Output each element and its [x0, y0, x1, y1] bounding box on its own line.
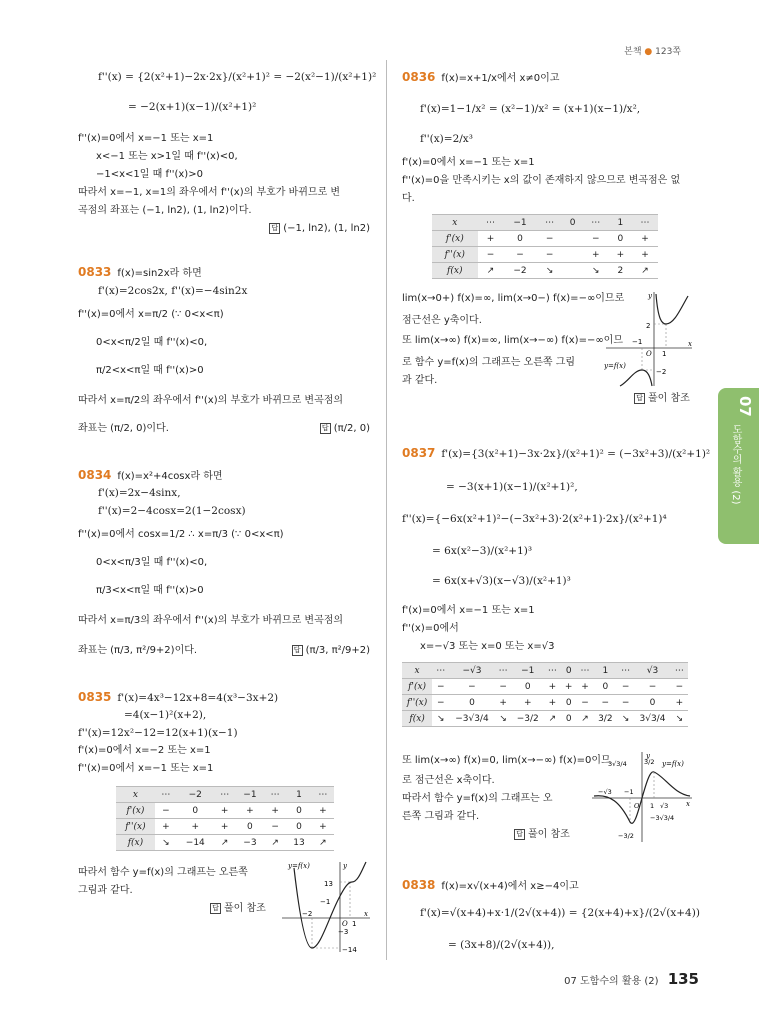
- table-cell: 0: [286, 819, 312, 835]
- table-cell: 0: [594, 679, 617, 695]
- table-cell: 3√3/4: [634, 711, 671, 727]
- table-row: [116, 835, 334, 851]
- table-cell: −3/2: [512, 711, 544, 727]
- footer-chapter: 07 도함수의 활용 (2): [564, 976, 659, 987]
- eq-line: f''(x)=2/x³: [420, 133, 473, 145]
- eq-line: f'(x)=2cos2x, f''(x)=−4sin2x: [98, 285, 248, 297]
- eq-line: = −3(x+1)(x−1)/(x²+1)²,: [446, 481, 578, 493]
- eq-line: = 6x(x²−3)/(x²+1)³: [432, 545, 533, 557]
- problem-0835: [78, 690, 278, 705]
- table-row: [432, 215, 658, 231]
- chapter-side-tab: [718, 388, 759, 544]
- text-line: 따라서 함수 y=f(x)의 그래프는 오른쪽: [78, 867, 248, 878]
- table-cell: ⋯: [632, 215, 658, 231]
- table-cell: +: [214, 803, 236, 819]
- table-cell: +: [512, 695, 544, 711]
- table-cell: +: [264, 803, 286, 819]
- answer-line: [320, 422, 370, 436]
- table-cell: 1: [286, 787, 312, 803]
- table-row: [402, 679, 688, 695]
- problem-0833: [78, 265, 202, 281]
- graph-label: 2: [646, 322, 651, 330]
- graph-label: y=f(x): [604, 362, 626, 370]
- table-cell: −: [537, 231, 563, 247]
- graph-label: x: [364, 910, 368, 918]
- table-cell: −: [432, 679, 449, 695]
- answer-box-icon: 답: [320, 423, 331, 434]
- table-cell: f(x): [116, 835, 155, 851]
- text-line: f'(x)=0에서 x=−2 또는 x=1: [78, 745, 211, 756]
- table-row: [402, 663, 688, 679]
- graph-label: y: [646, 752, 650, 760]
- table-cell: 0: [609, 231, 632, 247]
- problem-number: 0836: [402, 70, 436, 84]
- table-cell: ⋯: [478, 215, 504, 231]
- table-cell: 0: [561, 695, 577, 711]
- text-line: 로 점근선은 x축이다.: [402, 775, 495, 786]
- table-row: [116, 803, 334, 819]
- graph-label: −1: [624, 788, 634, 796]
- text-line: f'(x)=0에서 x=−1 또는 x=1: [402, 605, 535, 616]
- chapter-label: 도함수의 활용 (2): [730, 424, 741, 505]
- table-cell: −: [432, 695, 449, 711]
- table-cell: +: [478, 231, 504, 247]
- table-cell: +: [671, 695, 688, 711]
- table-cell: −: [583, 231, 609, 247]
- table-row: [432, 263, 658, 279]
- table-cell: ⋯: [155, 787, 177, 803]
- text-line: f(x)=x+1/x에서 x≠0이고: [441, 73, 560, 84]
- table-cell: ↘: [583, 263, 609, 279]
- table-cell: [563, 231, 583, 247]
- table-cell: ⋯: [264, 787, 286, 803]
- text-line: f''(x)=0에서 cosx=1/2 ∴ x=π/3 (∵ 0<x<π): [78, 529, 284, 540]
- table-cell: ↘: [537, 263, 563, 279]
- text-line: 곡점의 좌표는 (−1, ln2), (1, ln2)이다.: [78, 205, 252, 216]
- eq-line: f''(x)=2−4cosx=2(1−2cosx): [98, 505, 246, 517]
- table-cell: ↗: [214, 835, 236, 851]
- table-cell: f(x): [402, 711, 432, 727]
- text-line: 또 lim(x→∞) f(x)=∞, lim(x→−∞) f(x)=−∞이므: [402, 335, 623, 346]
- table-cell: ⋯: [576, 663, 593, 679]
- problem-0838: [402, 878, 579, 894]
- table-cell: +: [236, 803, 264, 819]
- column-divider: [386, 60, 387, 960]
- text-line: f(x)=x√(x+4)에서 x≥−4이고: [441, 881, 579, 892]
- table-cell: 0: [561, 663, 577, 679]
- text-line: −1<x<1일 때 f''(x)>0: [96, 169, 203, 180]
- problem-0837: [402, 446, 710, 461]
- text-line: 0<x<π/3일 때 f''(x)<0,: [96, 557, 208, 568]
- graph-label: O: [342, 920, 348, 928]
- table-row: [432, 231, 658, 247]
- text-line: 과 같다.: [402, 375, 438, 386]
- table-cell: −: [449, 679, 494, 695]
- table-cell: −: [264, 819, 286, 835]
- graph-label: 1: [662, 350, 667, 358]
- graph-label: −1: [632, 338, 643, 346]
- text-line: f''(x)=0을 만족시키는 x의 값이 존재하지 않으므로 변곡점은 없: [402, 175, 681, 186]
- table-cell: f(x): [432, 263, 478, 279]
- eq-line: = −2(x+1)(x−1)/(x²+1)²: [128, 101, 257, 113]
- text-line: 따라서 x=π/2의 좌우에서 f''(x)의 부호가 바뀌므로 변곡점의: [78, 395, 344, 406]
- table-cell: 1: [609, 215, 632, 231]
- table-cell: f'(x): [402, 679, 432, 695]
- graph-label: −14: [342, 946, 357, 954]
- text-line: 0<x<π/2일 때 f''(x)<0,: [96, 337, 208, 348]
- text-line: x<−1 또는 x>1일 때 f''(x)<0,: [96, 151, 238, 162]
- table-cell: −: [537, 247, 563, 263]
- table-cell: +: [177, 819, 214, 835]
- sign-table-0837: [402, 662, 688, 727]
- page-number: 135: [667, 970, 699, 988]
- graph-label: O: [646, 350, 652, 358]
- table-cell: x: [116, 787, 155, 803]
- text-line: f''(x)=0에서: [402, 623, 459, 634]
- answer-box-icon: 답: [269, 223, 280, 234]
- graph-label: O: [634, 802, 640, 810]
- graph-label: 1: [352, 920, 357, 928]
- problem-number: 0838: [402, 878, 436, 892]
- table-cell: −: [576, 695, 593, 711]
- problem-number: 0834: [78, 468, 112, 482]
- graph-label: −3: [338, 928, 349, 936]
- eq-line: f''(x) = {2(x²+1)−2x·2x}/(x²+1)² = −2(x²−1)/(x²+1)²: [98, 71, 377, 83]
- table-row: [116, 787, 334, 803]
- graph-label: −1: [320, 898, 331, 906]
- table-cell: [563, 263, 583, 279]
- table-cell: ↗: [544, 711, 561, 727]
- table-cell: +: [495, 695, 512, 711]
- answer-text: 풀이 참조: [224, 903, 266, 914]
- table-cell: 0: [177, 803, 214, 819]
- table-cell: ⋯: [544, 663, 561, 679]
- answer-box-icon: 답: [210, 903, 221, 914]
- table-cell: 0: [449, 695, 494, 711]
- text-line: f(x)=x²+4cosx라 하면: [117, 471, 223, 482]
- table-cell: 3/2: [594, 711, 617, 727]
- table-cell: +: [155, 819, 177, 835]
- table-cell: 0: [563, 215, 583, 231]
- table-cell: 2: [609, 263, 632, 279]
- answer-text: (−1, ln2), (1, ln2): [283, 223, 370, 234]
- answer-line: [292, 644, 370, 658]
- table-cell: −: [617, 695, 634, 711]
- table-cell: ⋯: [617, 663, 634, 679]
- graph-label: 3√3/4: [608, 760, 627, 768]
- problem-number: 0833: [78, 265, 112, 279]
- graph-label: y: [343, 862, 347, 870]
- header-dot-icon: ●: [644, 47, 653, 57]
- problem-number: 0835: [78, 690, 112, 704]
- table-cell: f''(x): [116, 819, 155, 835]
- text-line: π/2<x<π일 때 f''(x)>0: [96, 365, 204, 376]
- table-cell: ⋯: [583, 215, 609, 231]
- chapter-number: 07: [736, 396, 754, 417]
- table-cell: −: [495, 679, 512, 695]
- answer-text: (π/2, 0): [333, 423, 370, 434]
- table-cell: −√3: [449, 663, 494, 679]
- sign-table-0836: [432, 214, 658, 279]
- text-line: 그림과 같다.: [78, 885, 133, 896]
- eq-line: f'(x)=2x−4sinx,: [98, 487, 181, 499]
- table-cell: ↘: [155, 835, 177, 851]
- table-cell: 0: [634, 695, 671, 711]
- table-cell: √3: [634, 663, 671, 679]
- table-cell: ↗: [576, 711, 593, 727]
- graph-label: 1: [650, 802, 655, 810]
- table-cell: 0: [512, 679, 544, 695]
- table-cell: −3√3/4: [449, 711, 494, 727]
- table-cell: +: [632, 231, 658, 247]
- table-cell: −14: [177, 835, 214, 851]
- table-cell: 0: [236, 819, 264, 835]
- table-cell: 0: [503, 231, 536, 247]
- table-cell: [563, 247, 583, 263]
- answer-line: [634, 392, 690, 406]
- eq-line: = (3x+8)/(2√(x+4)),: [448, 939, 555, 951]
- text-line: f(x)=sin2x라 하면: [117, 268, 202, 279]
- table-cell: ⋯: [312, 787, 334, 803]
- table-cell: +: [312, 803, 334, 819]
- table-cell: +: [544, 679, 561, 695]
- text-line: 좌표는 (π/3, π²/9+2)이다.: [78, 645, 198, 656]
- graph-0836: [604, 290, 694, 388]
- table-cell: −1: [503, 215, 536, 231]
- table-cell: −3: [236, 835, 264, 851]
- graph-label: x: [686, 800, 690, 808]
- answer-line: [269, 222, 370, 236]
- graph-label: x: [688, 340, 692, 348]
- text-line: lim(x→0+) f(x)=∞, lim(x→0−) f(x)=−∞이므로: [402, 293, 625, 304]
- problem-0836: [402, 70, 559, 86]
- text-line: 따라서 x=π/3의 좌우에서 f''(x)의 부호가 바뀌므로 변곡점의: [78, 615, 344, 626]
- table-cell: ↗: [478, 263, 504, 279]
- table-cell: ↘: [617, 711, 634, 727]
- table-cell: ↗: [632, 263, 658, 279]
- sign-table-0835: [116, 786, 334, 851]
- table-cell: ↘: [671, 711, 688, 727]
- eq-line: f'(x)=1−1/x² = (x²−1)/x² = (x+1)(x−1)/x²,: [420, 103, 641, 115]
- table-cell: −2: [177, 787, 214, 803]
- eq-line: f'(x)=√(x+4)+x·1/(2√(x+4)) = {2(x+4)+x}/(2√(x+4)): [420, 907, 700, 919]
- answer-box-icon: 답: [514, 829, 525, 840]
- table-cell: f''(x): [432, 247, 478, 263]
- table-cell: +: [544, 695, 561, 711]
- table-cell: x: [432, 215, 478, 231]
- table-cell: ⋯: [495, 663, 512, 679]
- graph-0837: [590, 750, 694, 846]
- table-cell: ↗: [264, 835, 286, 851]
- eq-line: f'(x)={3(x²+1)−3x·2x}/(x²+1)² = (−3x²+3)/(x²+1)²: [441, 448, 711, 460]
- problem-0834: [78, 468, 223, 484]
- table-cell: −: [478, 247, 504, 263]
- table-cell: 0: [286, 803, 312, 819]
- table-cell: f'(x): [432, 231, 478, 247]
- text-line: 좌표는 (π/2, 0)이다.: [78, 423, 169, 434]
- text-line: 다.: [402, 193, 415, 204]
- eq-line: f''(x)=12x²−12=12(x+1)(x−1): [78, 727, 238, 739]
- graph-label: y=f(x): [288, 862, 310, 870]
- page-footer: [564, 970, 699, 988]
- table-cell: +: [632, 247, 658, 263]
- table-cell: ↘: [432, 711, 449, 727]
- answer-text: 풀이 참조: [528, 829, 570, 840]
- text-line: x=−√3 또는 x=0 또는 x=√3: [420, 641, 555, 652]
- graph-label: −3√3/4: [650, 814, 675, 822]
- graph-label: y: [648, 292, 652, 300]
- table-cell: −: [617, 679, 634, 695]
- table-cell: 0: [561, 711, 577, 727]
- table-row: [402, 711, 688, 727]
- answer-box-icon: 답: [634, 393, 645, 404]
- table-cell: −: [155, 803, 177, 819]
- table-cell: −1: [512, 663, 544, 679]
- eq-line: = 6x(x+√3)(x−√3)/(x²+1)³: [432, 575, 571, 587]
- table-cell: +: [609, 247, 632, 263]
- table-cell: f''(x): [402, 695, 432, 711]
- header-page-ref: 123쪽: [655, 47, 681, 57]
- text-line: 로 함수 y=f(x)의 그래프는 오른쪽 그림: [402, 357, 576, 368]
- graph-0835: [280, 860, 372, 956]
- table-cell: ⋯: [671, 663, 688, 679]
- table-cell: +: [561, 679, 577, 695]
- table-cell: −: [594, 695, 617, 711]
- graph-label: 13: [324, 880, 333, 888]
- table-cell: ⋯: [432, 663, 449, 679]
- table-cell: −2: [503, 263, 536, 279]
- answer-text: (π/3, π²/9+2): [305, 645, 370, 656]
- eq-line: f'(x)=4x³−12x+8=4(x³−3x+2): [117, 692, 279, 704]
- table-cell: ↗: [312, 835, 334, 851]
- graph-label: 3/2: [644, 758, 655, 766]
- answer-box-icon: 답: [292, 645, 303, 656]
- text-line: f''(x)=0에서 x=π/2 (∵ 0<x<π): [78, 309, 224, 320]
- text-line: 따라서 x=−1, x=1의 좌우에서 f''(x)의 부호가 바뀌므로 변: [78, 187, 341, 198]
- table-row: [116, 819, 334, 835]
- table-cell: x: [402, 663, 432, 679]
- graph-label: −2: [656, 368, 667, 376]
- header-book: 본책: [624, 47, 642, 57]
- graph-label: −2: [302, 910, 313, 918]
- answer-text: 풀이 참조: [648, 393, 690, 404]
- answer-line: [514, 828, 570, 842]
- table-cell: ↘: [495, 711, 512, 727]
- table-row: [402, 695, 688, 711]
- text-line: f''(x)=0에서 x=−1 또는 x=1: [78, 763, 214, 774]
- table-cell: +: [576, 679, 593, 695]
- text-line: f'(x)=0에서 x=−1 또는 x=1: [402, 157, 535, 168]
- answer-line: [210, 902, 266, 916]
- table-cell: −1: [236, 787, 264, 803]
- table-cell: +: [312, 819, 334, 835]
- problem-number: 0837: [402, 446, 436, 460]
- eq-line: f''(x)={−6x(x²+1)²−(−3x²+3)·2(x²+1)·2x}/(x²+1)⁴: [402, 513, 667, 525]
- table-row: [432, 247, 658, 263]
- graph-label: √3: [660, 802, 669, 810]
- text-line: 또 lim(x→∞) f(x)=0, lim(x→−∞) f(x)=0이므: [402, 755, 611, 766]
- text-line: 점근선은 y축이다.: [402, 315, 482, 326]
- table-cell: ⋯: [214, 787, 236, 803]
- table-cell: −: [503, 247, 536, 263]
- table-cell: −: [634, 679, 671, 695]
- table-cell: −: [671, 679, 688, 695]
- table-cell: ⋯: [537, 215, 563, 231]
- text-line: f''(x)=0에서 x=−1 또는 x=1: [78, 133, 214, 144]
- graph-label: −√3: [598, 788, 612, 796]
- page-header: [624, 44, 681, 57]
- text-line: 따라서 함수 y=f(x)의 그래프는 오: [402, 793, 553, 804]
- graph-label: −3/2: [618, 832, 634, 840]
- table-cell: f'(x): [116, 803, 155, 819]
- table-cell: 13: [286, 835, 312, 851]
- table-cell: +: [214, 819, 236, 835]
- eq-line: =4(x−1)²(x+2),: [124, 709, 207, 721]
- table-cell: 1: [594, 663, 617, 679]
- graph-label: y=f(x): [662, 760, 684, 768]
- text-line: 른쪽 그림과 같다.: [402, 811, 480, 822]
- text-line: π/3<x<π일 때 f''(x)>0: [96, 585, 204, 596]
- table-cell: +: [583, 247, 609, 263]
